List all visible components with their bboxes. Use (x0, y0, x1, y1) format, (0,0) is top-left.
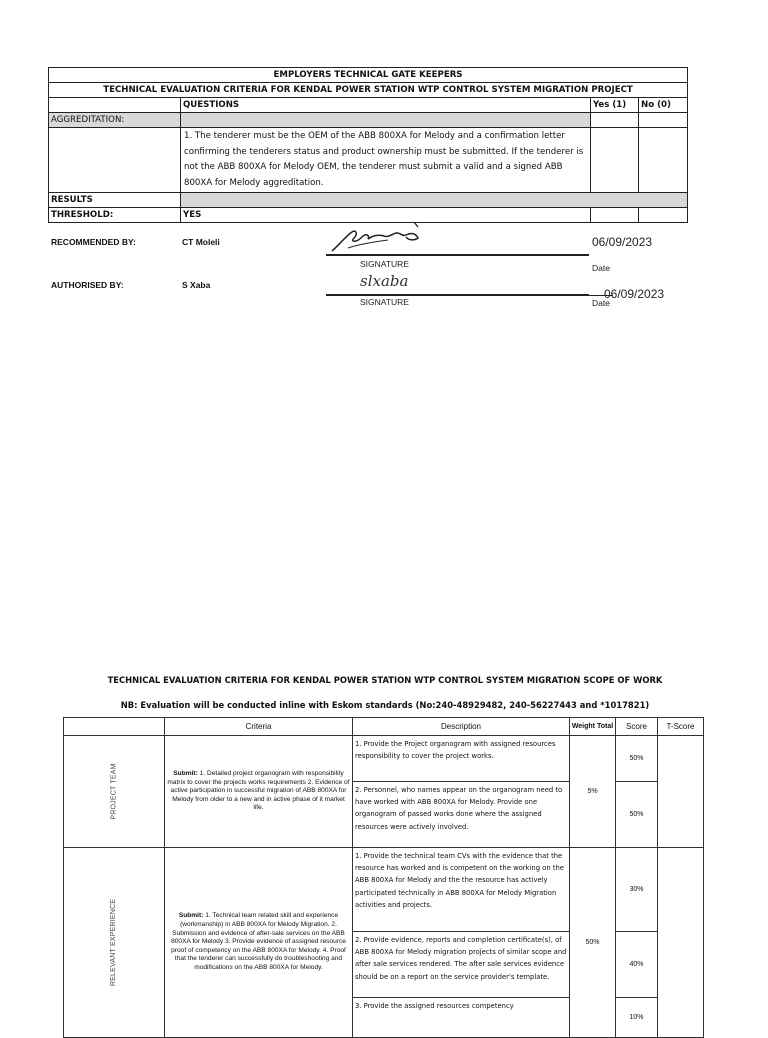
threshold-yes-cell (591, 208, 639, 223)
recommended-date-label: Date (592, 263, 610, 273)
question-left-cell (49, 128, 181, 193)
threshold-label: THRESHOLD: (49, 208, 181, 223)
gatekeepers-table (48, 67, 688, 223)
description-header: Description (353, 718, 570, 736)
gatekeepers-heading: EMPLOYERS TECHNICAL GATE KEEPERS (49, 68, 688, 83)
authorised-signature-line (326, 294, 589, 296)
section-project-team (64, 736, 165, 848)
threshold-no-cell (639, 208, 688, 223)
question-1-yes-cell (591, 128, 639, 193)
recommended-signature-caption: SIGNATURE (360, 259, 409, 269)
relevant-experience-description-2: 2. Provide evidence, reports and completion certificate(s), of ABB 800XA for Melody migration projects of similar scope and after sale services rendered. The after sale services evidence should be on a report on the service provider's template. (353, 932, 570, 998)
authorised-signature-handwriting: slxaba (360, 272, 409, 290)
weight-header: Weight Total (570, 718, 616, 736)
aggreditation-no-cell (639, 113, 688, 128)
relevant-experience-submit-label: Submit: (178, 912, 206, 920)
aggreditation-label: AGGREDITATION: (49, 113, 181, 128)
yes-header: Yes (1) (591, 98, 639, 113)
questions-header: QUESTIONS (181, 98, 591, 113)
relevant-experience-description-1: 1. Provide the technical team CVs with the evidence that the resource has worked and is competent on the working on the ABB 800XA for Melody and the the resource has actively participated technically in ABB 800XA for Melody Migration activities and projects. (353, 848, 570, 932)
score-header: Score (616, 718, 658, 736)
relevant-experience-tscore (658, 848, 704, 1038)
relevant-experience-score-2: 40% (616, 932, 658, 998)
section-relevant-experience-label: RELEVANT EXPERIENCE (110, 898, 118, 987)
project-team-tscore (658, 736, 704, 848)
question-1-no-cell (639, 128, 688, 193)
project-team-submit (165, 736, 353, 848)
relevant-experience-submit-text: 1. Technical team related skill and experience (workmanship) in ABB 800XA for Melody Migration. 2. Submission and evidence of after-sale services on the ABB 800XA for Melody 3. Provide evidence of assigned resource proof of competency on the ABB 800XA for Melody. 4. Proof that the tenderer can successfully do troubleshooting and modifications on the ABB 800XA for Melody. (171, 912, 346, 971)
project-team-submit-label: Submit: (173, 770, 200, 778)
threshold-value: YES (181, 208, 591, 223)
project-team-score-2: 50% (616, 782, 658, 848)
authorised-date-label: Date (592, 298, 610, 308)
authorised-label: AUTHORISED BY: (51, 280, 124, 290)
project-team-description-2: 2. Personnel, who names appear on the organogram need to have worked with ABB 800XA for Melody. Provide one organogram of passed works done where the assigned resources were actively involved. (353, 782, 570, 848)
results-grey-cell (181, 193, 688, 208)
recommended-signature-image (326, 218, 436, 258)
question-1: 1. The tenderer must be the OEM of the ABB 800XA for Melody and a confirmation letter confirming the tenderers status and product ownership must be submitted. If the tenderer is not the ABB 800XA for Melody OEM, the tenderer must submit a valid and a signed ABB 800XA for Melody aggreditation. (181, 128, 591, 193)
section-project-team-label: PROJECT TEAM (110, 763, 118, 820)
criteria-header: Criteria (165, 718, 353, 736)
criteria-table (63, 717, 704, 1038)
recommended-signature-line (326, 254, 589, 256)
scope-title: TECHNICAL EVALUATION CRITERIA FOR KENDAL POWER STATION WTP CONTROL SYSTEM MIGRATION SCOPE OF WORK (107, 675, 663, 685)
project-team-description-1: 1. Provide the Project organogram with assigned resources responsibility to cover the project works. (353, 736, 570, 782)
relevant-experience-score-1: 30% (616, 848, 658, 932)
relevant-experience-description-3: 3. Provide the assigned resources competency (353, 998, 570, 1038)
project-team-score-1: 50% (616, 736, 658, 782)
no-header: No (0) (639, 98, 688, 113)
recommended-name: CT Moleli (182, 237, 220, 247)
aggreditation-grey-cell (181, 113, 591, 128)
scope-note: NB: Evaluation will be conducted inline with Eskom standards (No:240-48929482, 240-56227443 and *1017821) (120, 700, 650, 710)
relevant-experience-weight: 50% (570, 848, 616, 1038)
project-team-submit-text: 1. Detailed project organogram with responsibility matrix to cover the projects works requirements 2. Evidence of active participation in successful migration of ABB 800XA for Melody from older to a new and in active phase of it market life. (167, 770, 350, 812)
recommended-label: RECOMMENDED BY: (51, 237, 136, 247)
relevant-experience-score-3: 10% (616, 998, 658, 1038)
blank-cell (49, 98, 181, 113)
section-relevant-experience (64, 848, 165, 1038)
authorised-date: 06/09/2023 (604, 287, 665, 301)
tscore-header: T-Score (658, 718, 704, 736)
recommended-date: 06/09/2023 (592, 235, 653, 249)
gatekeepers-subheading: TECHNICAL EVALUATION CRITERIA FOR KENDAL POWER STATION WTP CONTROL SYSTEM MIGRATION PROJECT (49, 83, 688, 98)
aggreditation-yes-cell (591, 113, 639, 128)
project-team-weight: 5% (570, 736, 616, 848)
authorised-name: S Xaba (182, 280, 211, 290)
authorised-signature-caption: SIGNATURE (360, 297, 409, 307)
results-label: RESULTS (49, 193, 181, 208)
blank-header-cell (64, 718, 165, 736)
relevant-experience-submit (165, 848, 353, 1038)
